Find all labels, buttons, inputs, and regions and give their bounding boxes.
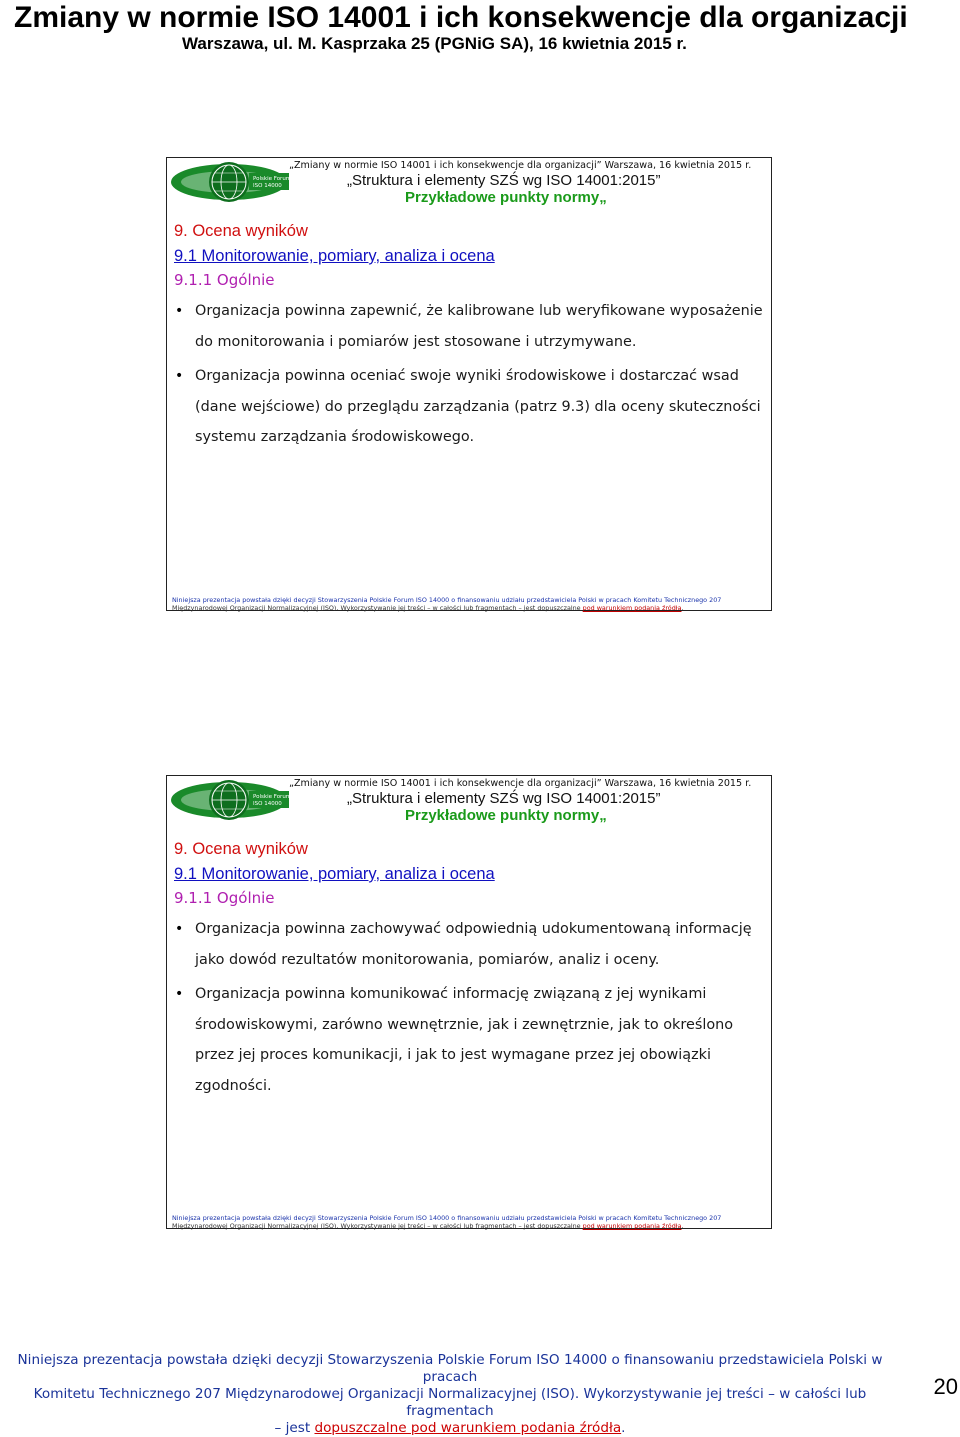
section-heading-l2: 9.1 Monitorowanie, pomiary, analiza i ocena	[174, 865, 495, 883]
bullet-icon: •	[175, 368, 184, 384]
page-subtitle: Warszawa, ul. M. Kasprzaka 25 (PGNiG SA), 16 kwietnia 2015 r.	[182, 34, 687, 53]
logo-text-line1: Polskie Forum	[253, 176, 291, 182]
polskie-forum-logo-icon	[169, 159, 291, 205]
list-item: • Organizacja powinna zapewnić, że kalibrowane lub weryfikowane wyposażenie do monitorowania i pomiarów jest stosowane i utrzymywane.	[175, 296, 765, 357]
section-heading-l3: 9.1.1 Ogólnie	[174, 271, 275, 289]
bullet-icon: •	[175, 303, 184, 319]
list-item: • Organizacja powinna zachowywać odpowiednią udokumentowaną informację jako dowód rezultatów monitorowania, pomiarów, analiz i oceny.	[175, 914, 765, 975]
list-item: • Organizacja powinna komunikować informację związaną z jej wynikami środowiskowymi, zarówno wewnętrznie, jak i zewnętrznie, jak to określono przez jej proces komunikacji, i jak to jest wymagane przez jej obowiązki zgodności.	[175, 979, 765, 1101]
section-heading-l1: 9. Ocena wyników	[174, 840, 308, 858]
bullet-icon: •	[175, 921, 184, 937]
logo-text-line1: Polskie Forum	[253, 794, 291, 800]
page-number: 20	[933, 1374, 958, 1399]
logo-text-line2: ISO 14000	[253, 183, 282, 189]
polskie-forum-logo-icon	[169, 777, 291, 823]
slide-header-event: „Zmiany w normie ISO 14001 i ich konsekwencje dla organizacji” Warszawa, 16 kwietnia 2015 r.	[289, 160, 752, 171]
slide-footer: Niniejsza prezentacja powstała dzięki decyzji Stowarzyszenia Polskie Forum ISO 14000 o finansowaniu udziału przedstawiciela Polski w pracach Komitetu Technicznego 207 Międzynarodowej Organizacji Normalizacyjnej (ISO). Wykorzystywanie jej treści – w całości lub fragmentach – jest dopuszczalne pod warunkiem podania źródła.	[172, 1214, 722, 1230]
page-title: Zmiany w normie ISO 14001 i ich konsekwencje dla organizacji	[14, 1, 908, 34]
bullet-list	[175, 296, 765, 457]
bullet-list	[175, 914, 765, 1105]
source-link[interactable]: pod warunkiem podania źródła	[582, 1222, 682, 1230]
slide-header-topic: „Struktura i elementy SZŚ wg ISO 14001:2015”	[347, 172, 661, 189]
section-heading-l3: 9.1.1 Ogólnie	[174, 889, 275, 907]
logo-text-line2: ISO 14000	[253, 801, 282, 807]
slide-header-event: „Zmiany w normie ISO 14001 i ich konsekwencje dla organizacji” Warszawa, 16 kwietnia 2015 r.	[289, 778, 752, 789]
source-link[interactable]: pod warunkiem podania źródła	[582, 604, 682, 612]
list-item: • Organizacja powinna oceniać swoje wyniki środowiskowe i dostarczać wsad (dane wejściowe) do przeglądu zarządzania (patrz 9.3) dla oceny skuteczności systemu zarządzania środowiskowego.	[175, 361, 765, 453]
page-source-link[interactable]: dopuszczalne pod warunkiem podania źródła	[314, 1420, 622, 1436]
section-heading-l1: 9. Ocena wyników	[174, 222, 308, 240]
section-heading-l2: 9.1 Monitorowanie, pomiary, analiza i ocena	[174, 247, 495, 265]
bullet-icon: •	[175, 986, 184, 1002]
slide-header-subtopic: Przykładowe punkty normy„	[405, 189, 607, 206]
page-footer: Niniejsza prezentacja powstała dzięki decyzji Stowarzyszenia Polskie Forum ISO 14000 o finansowaniu przedstawiciela Polski w pracach Komitetu Technicznego 207 Międzynarodowej Organizacji Normalizacyjnej (ISO). Wykorzystywanie jej treści – w całości lub fragmentach – jest dopuszczalne pod warunkiem podania źródła.	[17, 1352, 883, 1436]
slide-header-topic: „Struktura i elementy SZŚ wg ISO 14001:2015”	[347, 790, 661, 807]
slide-header-subtopic: Przykładowe punkty normy„	[405, 807, 607, 824]
slide-1	[166, 157, 772, 611]
slide-2	[166, 775, 772, 1229]
slide-footer: Niniejsza prezentacja powstała dzięki decyzji Stowarzyszenia Polskie Forum ISO 14000 o finansowaniu udziału przedstawiciela Polski w pracach Komitetu Technicznego 207 Międzynarodowej Organizacji Normalizacyjnej (ISO). Wykorzystywanie jej treści – w całości lub fragmentach – jest dopuszczalne pod warunkiem podania źródła.	[172, 596, 722, 612]
